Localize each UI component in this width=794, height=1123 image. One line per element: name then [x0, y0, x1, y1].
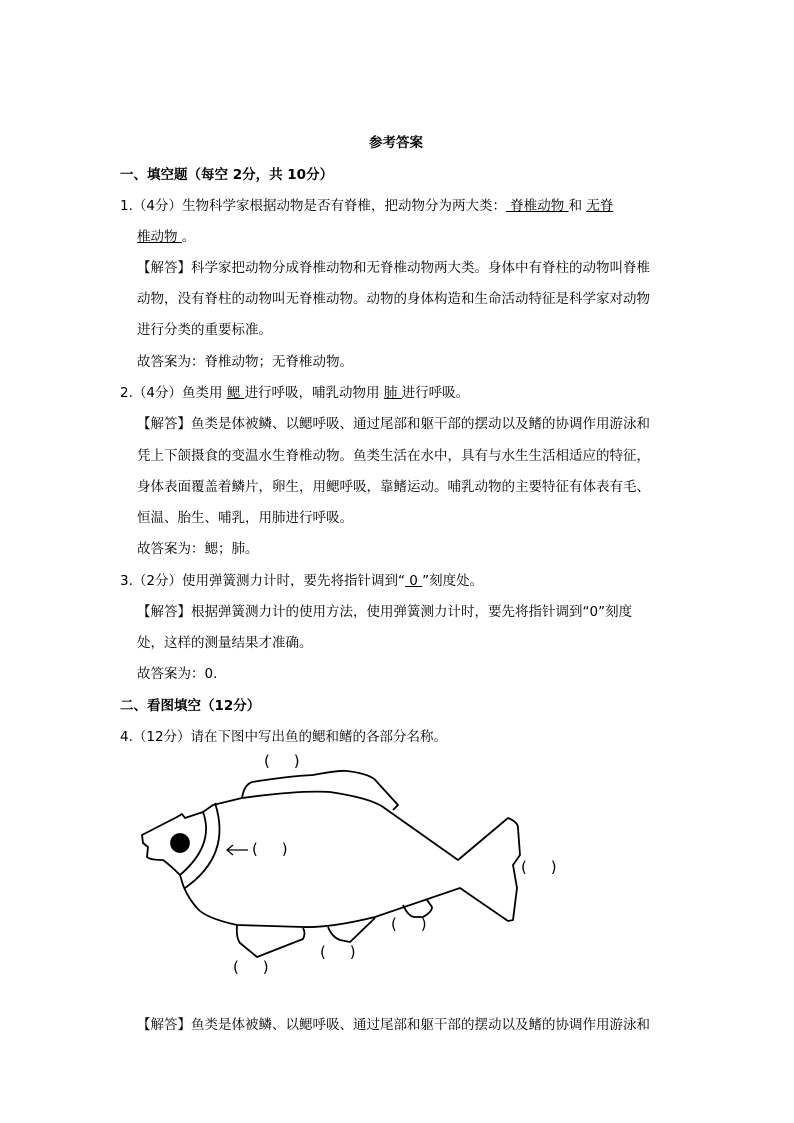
q1-answer-blank-1: 脊椎动物 — [505, 198, 569, 214]
q2-answer-blank-2: 肺 — [383, 385, 402, 401]
q2-analysis: 恒温、胎生、哺乳，用肺进行呼吸。 — [137, 510, 353, 526]
q3-analysis: 【解答】根据弹簧测力计的使用方法，使用弹簧测力计时，要先将指针调到“0”刻度 — [137, 604, 633, 620]
q2-analysis: 身体表面覆盖着鳞片，卵生，用鳃呼吸，靠鳍运动。哺乳动物的主要特征有体表有毛、 — [137, 479, 650, 495]
q1-analysis: 【解答】科学家把动物分成脊椎动物和无脊椎动物两大类。身体中有脊柱的动物叫脊椎 — [137, 260, 650, 276]
section-heading-fill-blank: 一、填空题（每空 2分，共 10分） — [120, 167, 334, 183]
q2-analysis: 【解答】鱼类是体被鳞、以鳃呼吸、通过尾部和躯干部的摆动以及鳍的协调作用游泳和 — [137, 416, 650, 432]
pelvic-fin — [237, 925, 305, 957]
question-1: 1.（4分）生物科学家根据动物是否有脊椎，把动物分为两大类： 脊椎动物 和 无脊 — [120, 198, 614, 214]
dorsal-fin — [242, 771, 398, 810]
document-page: 参考答案 一、填空题（每空 2分，共 10分） 1.（4分）生物科学家根据动物是否有脊椎，把动物分为两大类： 脊椎动物 和 无脊 椎动物 。 【解答】科学家把动物分成脊椎动物和无脊椎动物两大类。身体中有脊柱的动物叫脊椎 动物，没有脊柱的动物叫无脊椎动物。动物的身体构造和生命活动特征是科学家对动物 进行分类的重要标准。 故答案为：脊椎动物；无脊椎动物。 2.（4分）鱼类用 鳃 进行呼吸，哺乳动物用 肺 进行呼吸。 【解答】鱼类是体被鳞、以鳃呼吸、通过尾部和躯干部的摆动以及鳍的协调作用游泳和 凭上下颌摄食的变温水生脊椎动物。鱼类生活在水中，具有与水生生活相适应的特征， 身体表面覆盖着鳞片，卵生，用鳃呼吸，靠鳍运动。哺乳动物的主要特征有体表有毛、 恒温、胎生、哺乳，用肺进行呼吸。 故答案为：鳃；肺。 3.（2分）使用弹簧测力计时，要先将指针调到“ 0 ”刻度处。 【解答】根据弹簧测力计的使用方法，使用弹簧测力计时，要先将指针调到“0”刻度 处，这样的测量结果才准确。 故答案为：0. 二、看图填空（12分） 4.（12分）请在下图中写出鱼的鳃和鳍的各部分名称。 ( ) ( ) ( ) ( ) ( ) ( ) 【解答】鱼类是体被鳞、以鳃呼吸、通过尾部和躯干部的摆动以及鳍的协调作用游泳和 — [0, 0, 794, 1123]
q1-answer-blank-2: 无脊 — [586, 198, 614, 214]
fish-eye — [171, 834, 189, 852]
q2-analysis: 凭上下颌摄食的变温水生脊椎动物。鱼类生活在水中，具有与水生生活相适应的特征， — [137, 448, 650, 464]
q1-answer-blank-2-cont: 椎动物 — [137, 229, 182, 245]
question-4: 4.（12分）请在下图中写出鱼的鳃和鳍的各部分名称。 — [120, 729, 448, 745]
label-blank-gill: ( ) — [252, 840, 288, 858]
fish-body — [142, 792, 520, 927]
label-blank-dorsal-fin: ( ) — [264, 752, 300, 770]
label-blank-pelvic-fin: ( ) — [320, 943, 356, 961]
q3-analysis: 处，这样的测量结果才准确。 — [137, 635, 313, 651]
q1-answer: 故答案为：脊椎动物；无脊椎动物。 — [137, 354, 353, 370]
label-blank-anal-fin: ( ) — [391, 915, 427, 933]
q3-answer: 故答案为：0. — [137, 666, 218, 682]
q2-answer: 故答案为：鳃；肺。 — [137, 541, 259, 557]
q3-answer-blank: 0 — [404, 573, 423, 589]
page-title: 参考答案 — [369, 135, 423, 151]
q4-analysis: 【解答】鱼类是体被鳞、以鳃呼吸、通过尾部和躯干部的摆动以及鳍的协调作用游泳和 — [137, 1017, 650, 1033]
section-heading-picture: 二、看图填空（12分） — [120, 698, 261, 714]
question-3: 3.（2分）使用弹簧测力计时，要先将指针调到“ 0 ”刻度处。 — [120, 573, 484, 589]
label-blank-tail-fin: ( ) — [521, 858, 557, 876]
q1-analysis: 进行分类的重要标准。 — [137, 322, 272, 338]
arrow-icon — [227, 845, 248, 855]
label-blank-pectoral-fin: ( ) — [233, 958, 269, 976]
q2-answer-blank-1: 鳃 — [226, 385, 245, 401]
q1-analysis: 动物，没有脊柱的动物叫无脊椎动物。动物的身体构造和生命活动特征是科学家对动物 — [137, 291, 650, 307]
question-2: 2.（4分）鱼类用 鳃 进行呼吸，哺乳动物用 肺 进行呼吸。 — [120, 385, 470, 401]
